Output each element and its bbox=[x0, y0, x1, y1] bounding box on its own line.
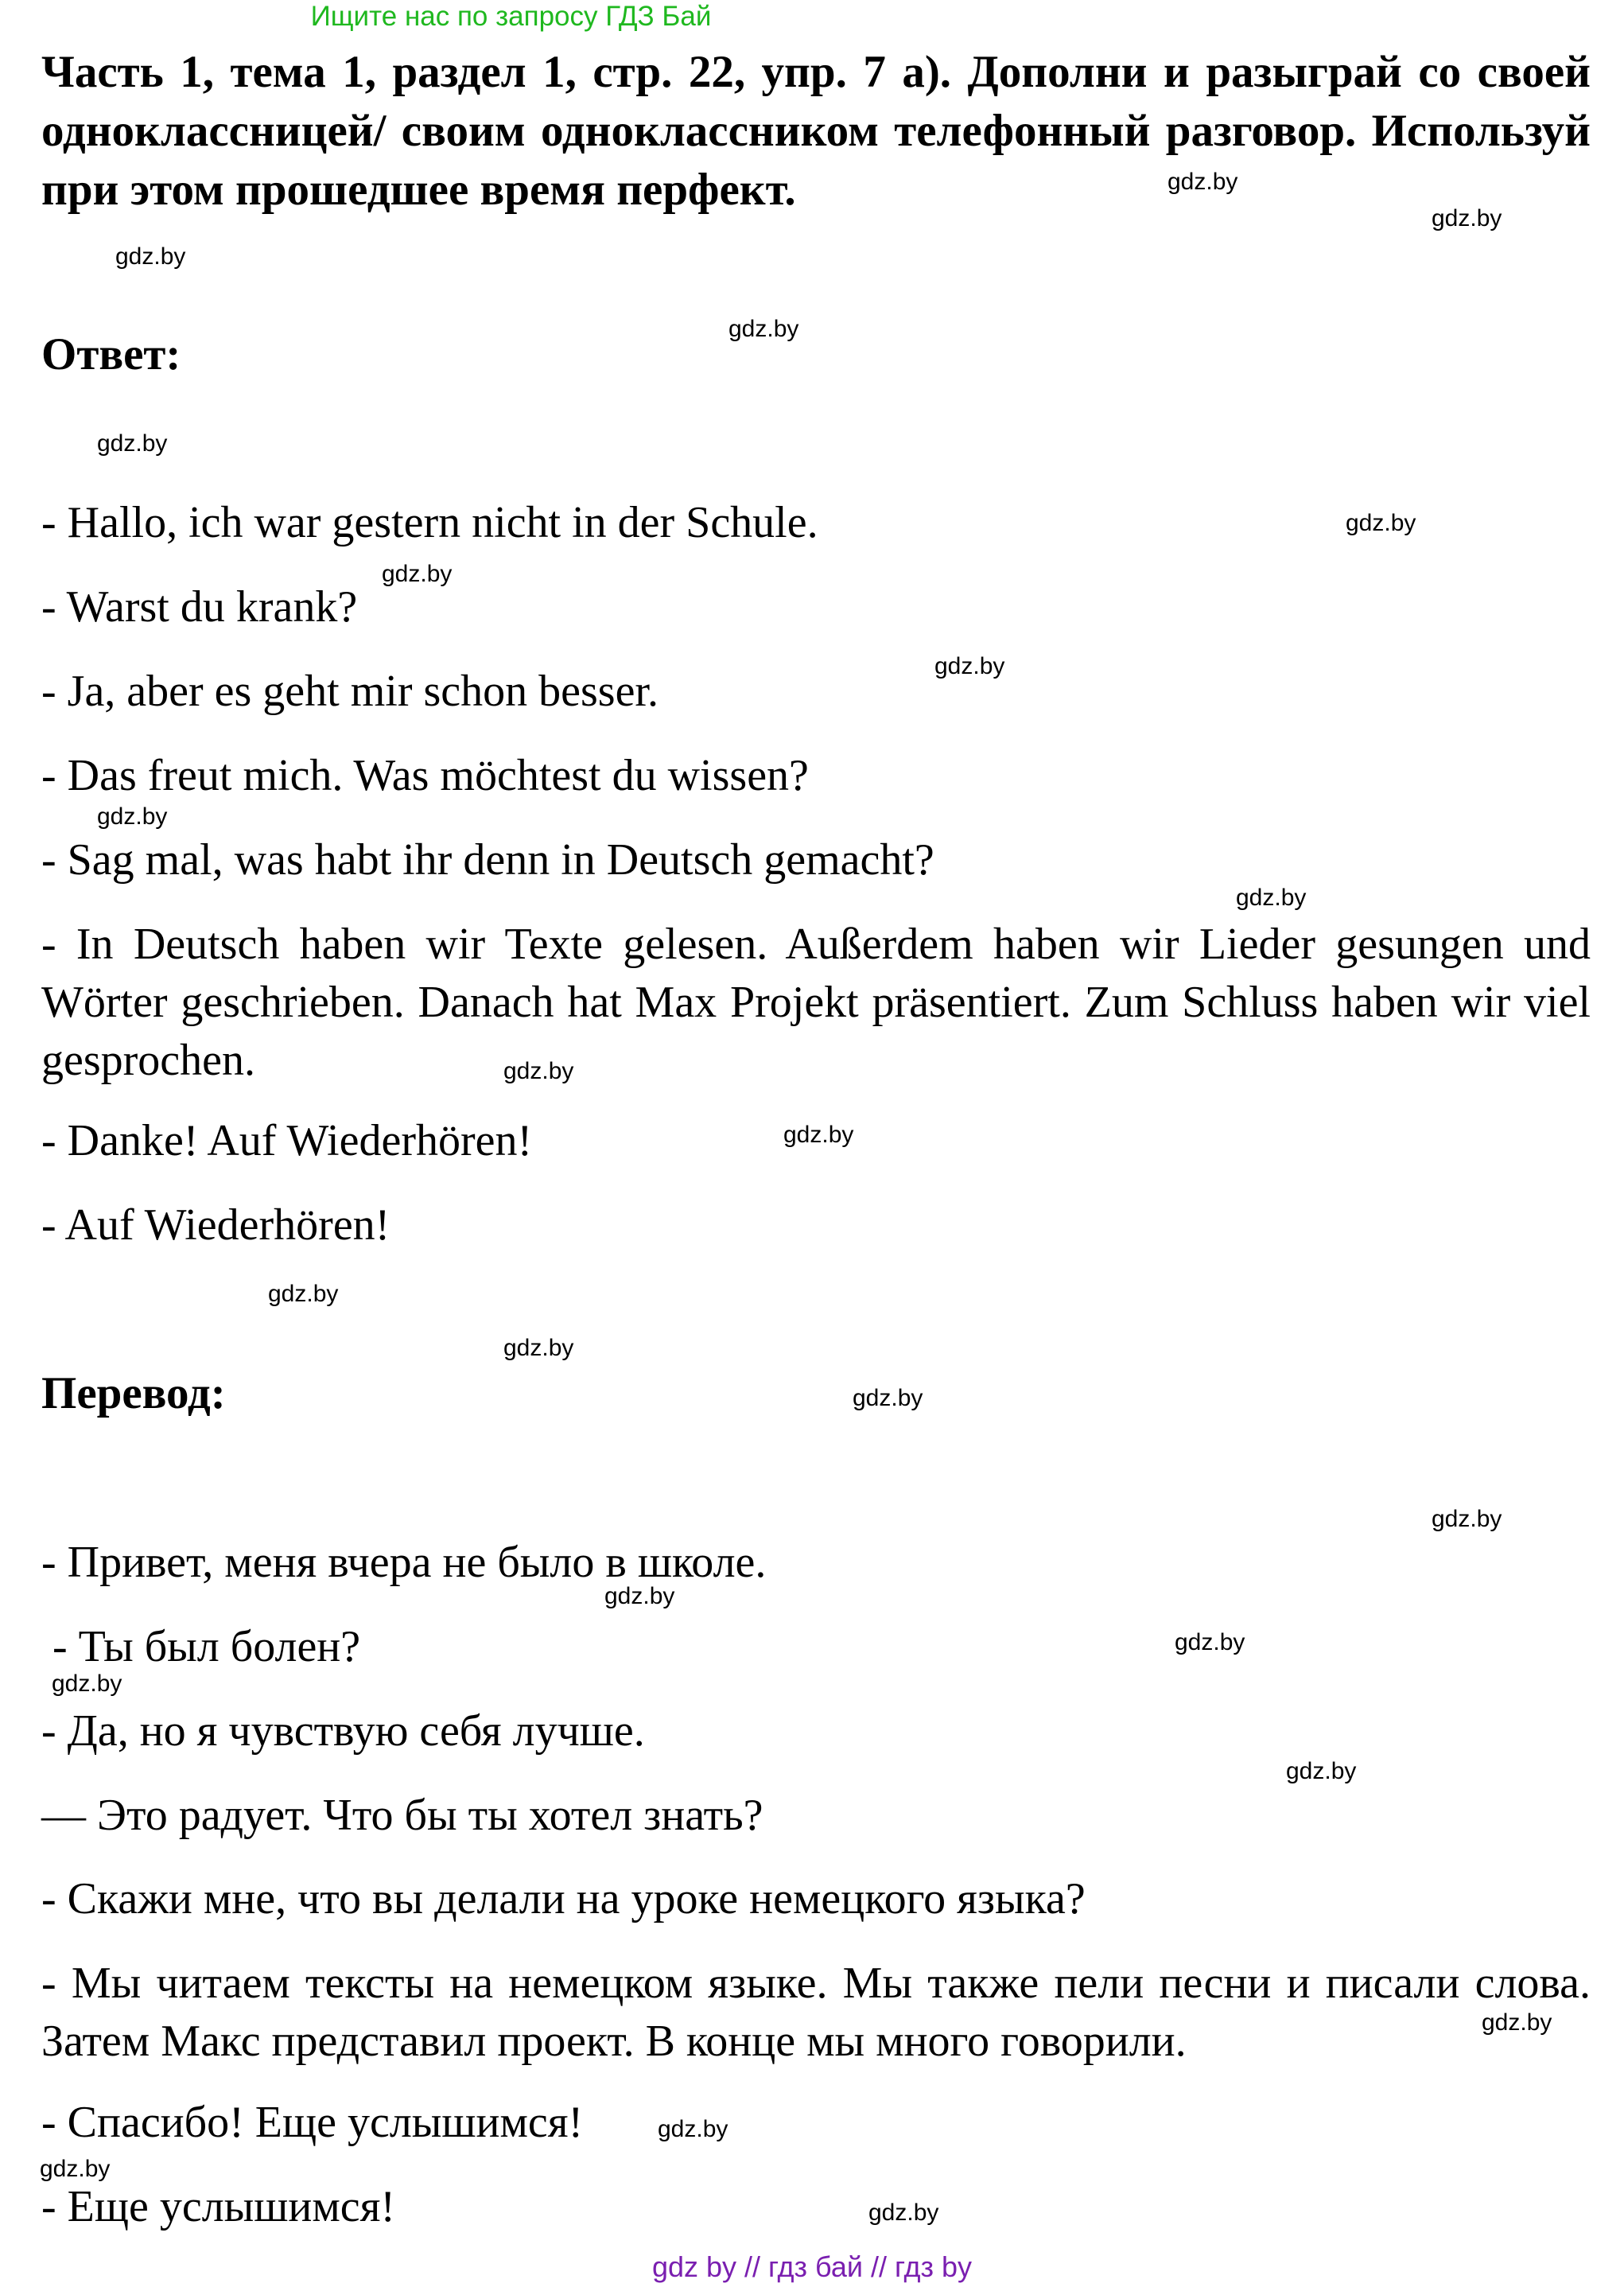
answer-line: - Auf Wiederhören! bbox=[41, 1200, 390, 1250]
footer-links[interactable]: gdz by // гдз бай // гдз by bbox=[651, 2250, 973, 2283]
watermark: gdz.by bbox=[934, 653, 1005, 679]
watermark: gdz.by bbox=[115, 243, 186, 270]
translation-line: - Мы читаем тексты на немецком языке. Мы также пели песни и писали слова. Затем Макс представил проект. В конце мы много говорили. bbox=[41, 1958, 1591, 2066]
watermark: gdz.by bbox=[382, 561, 453, 587]
top-banner: Ищите нас по запросу ГДЗ Бай bbox=[310, 1, 712, 32]
translation-line: - Скажи мне, что вы делали на уроке немецкого языка? bbox=[41, 1874, 1086, 1923]
answer-line: - Warst du krank? bbox=[41, 582, 358, 632]
task-heading: Часть 1, тема 1, раздел 1, стр. 22, упр. 7 а). Дополни и разыграй со своей одноклассницей/ своим одноклассником телефонный разговор. Используй при этом прошедшее время перфект. bbox=[41, 47, 1591, 215]
watermark: gdz.by bbox=[604, 1583, 675, 1609]
answer-line: - Sag mal, was habt ihr denn in Deutsch gemacht? bbox=[41, 835, 934, 885]
answer-line: - Das freut mich. Was möchtest du wissen? bbox=[41, 751, 809, 800]
watermark: gdz.by bbox=[268, 1281, 339, 1307]
answer-line: - Ja, aber es geht mir schon besser. bbox=[41, 667, 659, 716]
translation-line: - Еще услышимся! bbox=[41, 2182, 396, 2231]
answer-line: - Hallo, ich war gestern nicht in der Schule. bbox=[41, 498, 818, 547]
watermark: gdz.by bbox=[1236, 885, 1307, 911]
watermark: gdz.by bbox=[97, 430, 168, 457]
translation-line: - Ты был болен? bbox=[41, 1622, 361, 1671]
watermark: gdz.by bbox=[40, 2156, 111, 2182]
watermark: gdz.by bbox=[1346, 510, 1416, 536]
watermark: gdz.by bbox=[1167, 169, 1238, 195]
answer-line: - Danke! Auf Wiederhören! bbox=[41, 1116, 533, 1165]
watermark: gdz.by bbox=[783, 1122, 854, 1148]
translation-line: - Спасибо! Еще услышимся! bbox=[41, 2098, 584, 2147]
watermark: gdz.by bbox=[728, 316, 799, 342]
watermark: gdz.by bbox=[503, 1058, 574, 1084]
watermark: gdz.by bbox=[1482, 2009, 1552, 2036]
watermark: gdz.by bbox=[52, 1671, 122, 1697]
watermark: gdz.by bbox=[1432, 205, 1502, 231]
translation-line: — Это радует. Что бы ты хотел знать? bbox=[41, 1791, 763, 1840]
watermark: gdz.by bbox=[868, 2200, 939, 2226]
answer-title: Ответ: bbox=[41, 329, 181, 379]
answer-line: - In Deutsch haben wir Texte gelesen. Außerdem haben wir Lieder gesungen und Wörter geschrieben. Danach hat Max Projekt präsentiert. Zum Schluss haben wir viel gesprochen. bbox=[41, 920, 1591, 1085]
watermark: gdz.by bbox=[658, 2116, 728, 2142]
watermark: gdz.by bbox=[503, 1335, 574, 1361]
translation-title: Перевод: bbox=[41, 1368, 226, 1418]
translation-line: - Да, но я чувствую себя лучше. bbox=[41, 1706, 645, 1756]
watermark: gdz.by bbox=[97, 803, 168, 830]
watermark: gdz.by bbox=[1175, 1629, 1245, 1655]
watermark: gdz.by bbox=[1432, 1506, 1502, 1532]
watermark: gdz.by bbox=[853, 1385, 923, 1411]
translation-line: - Привет, меня вчера не было в школе. bbox=[41, 1538, 767, 1587]
watermark: gdz.by bbox=[1286, 1758, 1357, 1784]
